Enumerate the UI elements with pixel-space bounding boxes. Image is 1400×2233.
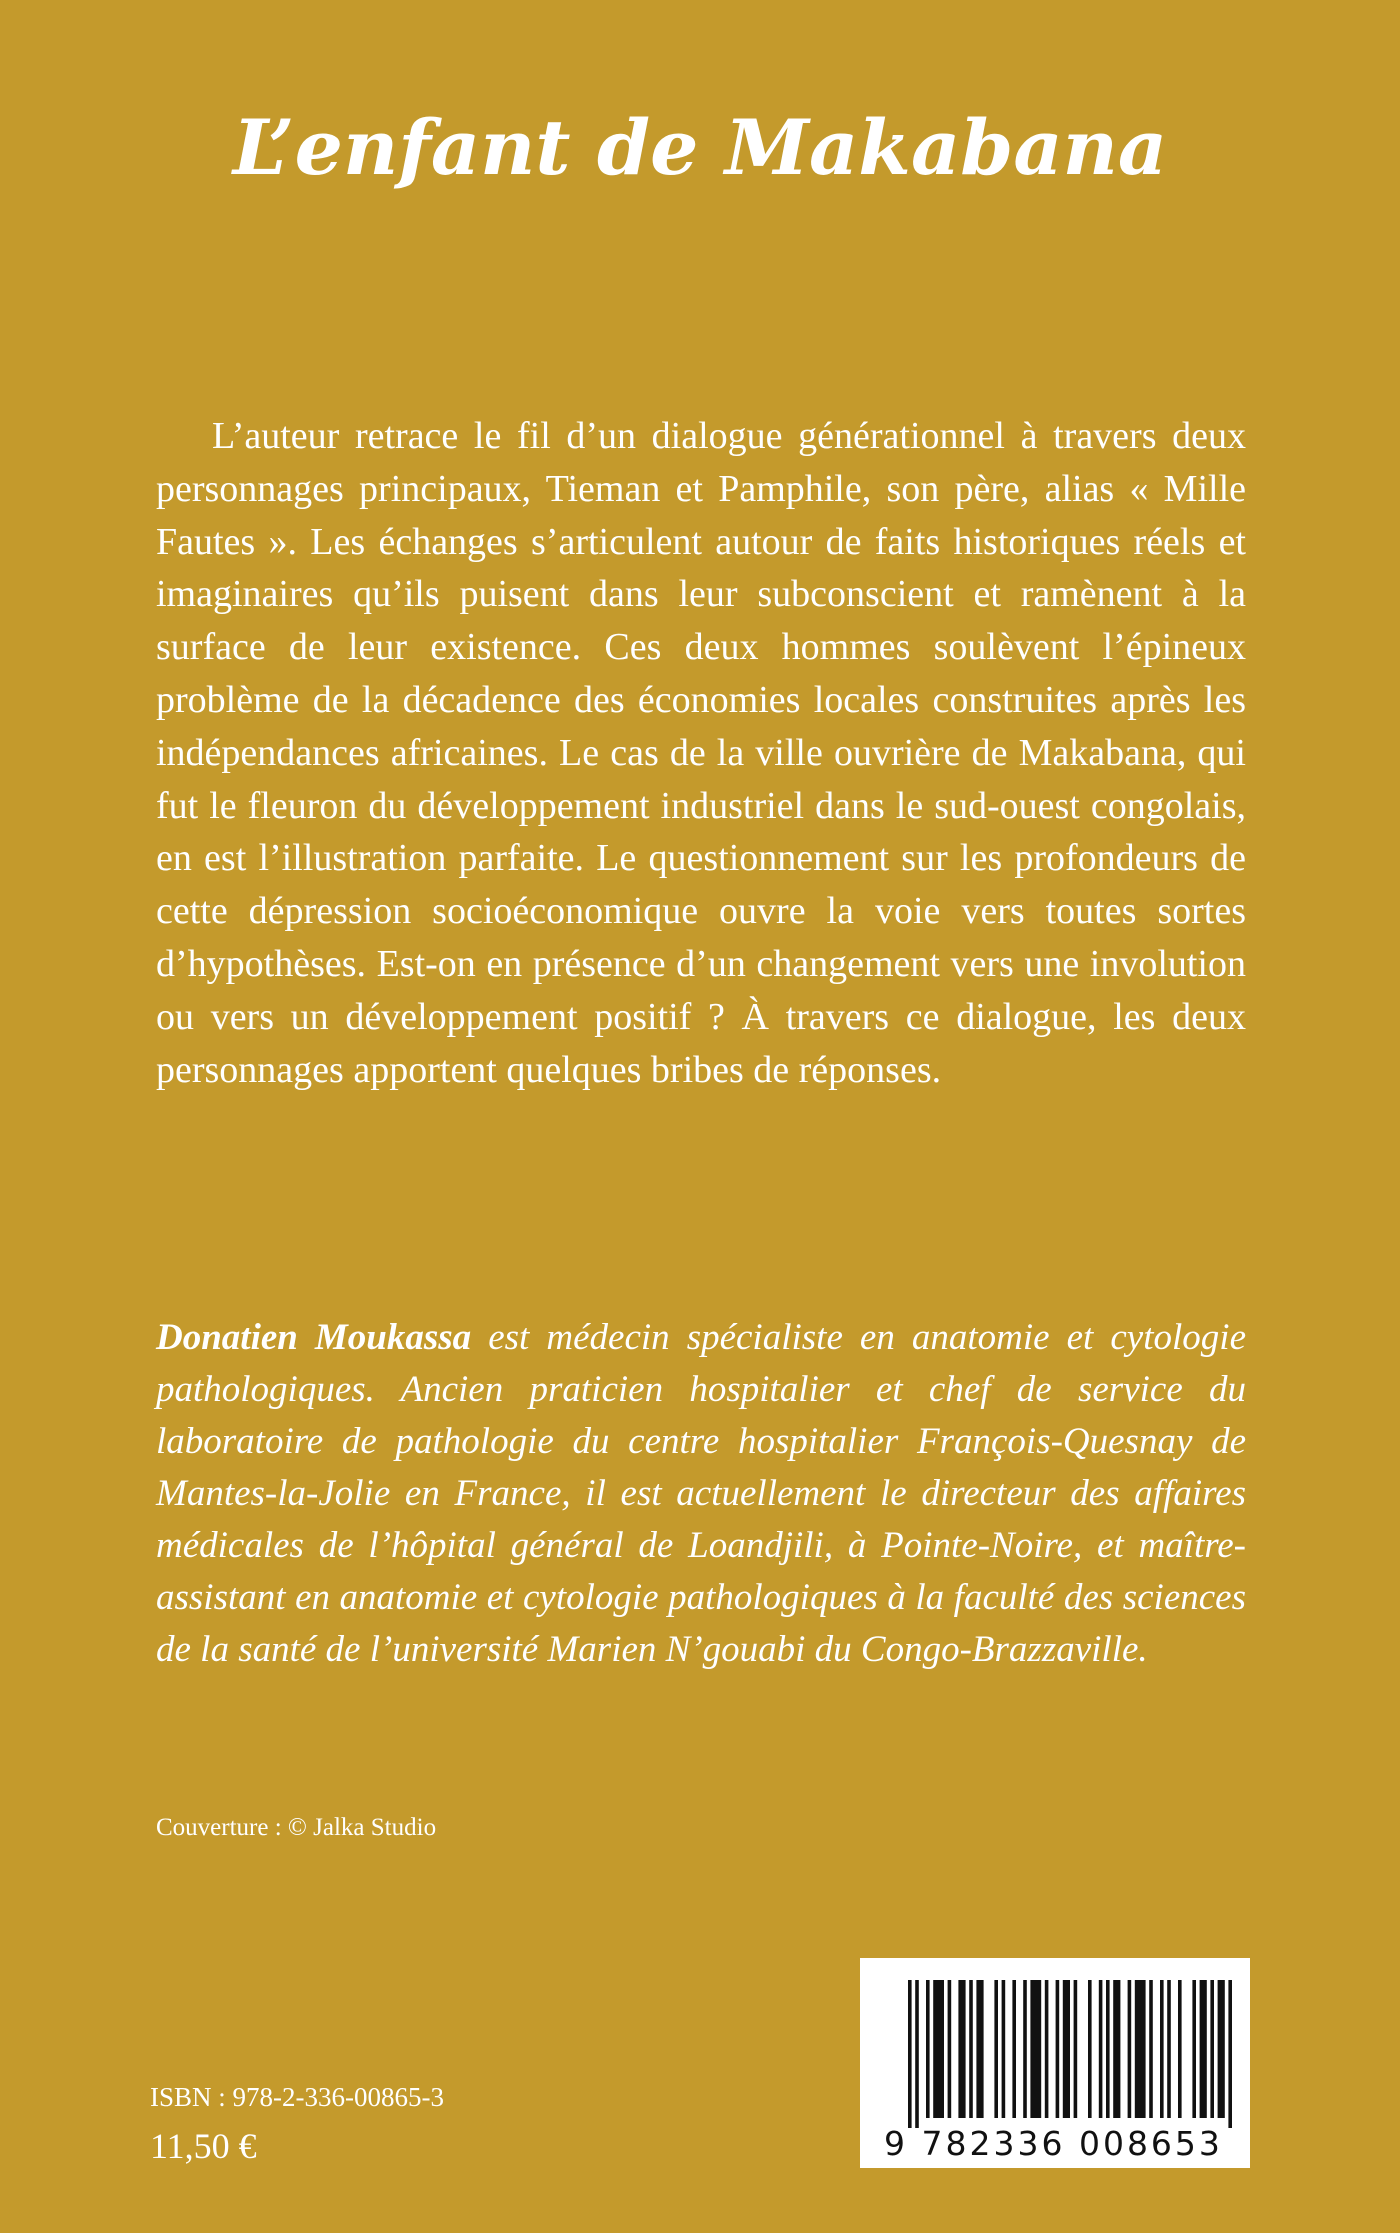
barcode-bar xyxy=(908,1980,912,2128)
barcode-bar xyxy=(1056,1980,1060,2118)
author-name: Donatien Moukassa xyxy=(156,1317,472,1358)
barcode-bar xyxy=(976,1980,983,2118)
barcode-bar xyxy=(1088,1980,1092,2118)
barcode-bar xyxy=(1210,1980,1214,2118)
barcode-bar xyxy=(1218,1980,1225,2118)
author-bio xyxy=(156,1312,1246,1676)
barcode-bar xyxy=(915,1980,919,2128)
barcode-bar xyxy=(969,1980,973,2118)
barcode-bar xyxy=(1200,1980,1207,2118)
barcode-bar xyxy=(1128,1980,1132,2118)
barcode-bar xyxy=(1178,1980,1182,2118)
barcode-bar xyxy=(994,1980,998,2118)
barcode-bar xyxy=(933,1980,944,2118)
barcode-bar xyxy=(1045,1980,1049,2118)
barcode-bar xyxy=(958,1980,965,2118)
barcode-bar xyxy=(1160,1980,1164,2118)
author-bio-text: est médecin spécialiste en anatomie et cytologie pathologiques. Ancien praticien hospitalier et chef de service du laboratoire de pathologie du centre hospitalier François-Quesnay de Mantes-la-Jolie en France, il est actuellement le directeur des affaires médicales de l’hôpital général de Loandjili, à Pointe-Noire, et maître-assistant en anatomie et cytologie pathologiques à la faculté des sciences de la santé de l’université Marien N’gouabi du Congo-Brazzaville. xyxy=(156,1317,1246,1670)
barcode-bar xyxy=(1023,1980,1027,2118)
barcode-number: 9 782336 008653 xyxy=(884,2124,1223,2163)
barcode xyxy=(860,1958,1250,2168)
barcode-bar xyxy=(1192,1980,1196,2118)
barcode-bar xyxy=(1106,1980,1110,2118)
barcode-bar xyxy=(1135,1980,1146,2118)
barcode-bar xyxy=(1002,1980,1006,2118)
barcode-bar xyxy=(926,1980,930,2118)
price: 11,50 € xyxy=(150,2126,257,2166)
barcode-bar xyxy=(1030,1980,1041,2118)
barcode-bar xyxy=(1113,1980,1120,2118)
barcode-bar xyxy=(948,1980,952,2118)
isbn: ISBN : 978-2-336-00865-3 xyxy=(150,2082,444,2112)
barcode-bar xyxy=(1063,1980,1070,2118)
cover-credit: Couverture : © Jalka Studio xyxy=(156,1814,437,1841)
barcode-bar xyxy=(1167,1980,1171,2118)
barcode-bar xyxy=(1149,1980,1153,2118)
barcode-bar xyxy=(1012,1980,1016,2118)
barcode-bar xyxy=(1099,1980,1103,2118)
book-title: L’enfant de Makabana xyxy=(232,103,1168,192)
book-summary: L’auteur retrace le fil d’un dialogue générationnel à travers deux personnages principaux, Tieman et Pamphile, son père, alias « Mille Fautes ». Les échanges s’articulent autour de faits historiques réels et imaginaires qu’ils puisent dans leur subconscient et ramènent à la surface de leur existence. Ces deux hommes soulèvent l’épineux problème de la décadence des économies locales construites après les indépendances africaines. Le cas de la ville ouvrière de Makabana, qui fut le fleuron du développement industriel dans le sud-ouest congolais, en est l’illustration parfaite. Le questionnement sur les profondeurs de cette dépression socioéconomique ouvre la voie vers toutes sortes d’hypothèses. Est-on en présence d’un changement vers une involution ou vers un développement positif ? À travers ce dialogue, les deux personnages apportent quelques bribes de réponses. xyxy=(156,415,1246,1091)
barcode-bar xyxy=(1228,1980,1232,2128)
barcode-bar xyxy=(1074,1980,1078,2118)
